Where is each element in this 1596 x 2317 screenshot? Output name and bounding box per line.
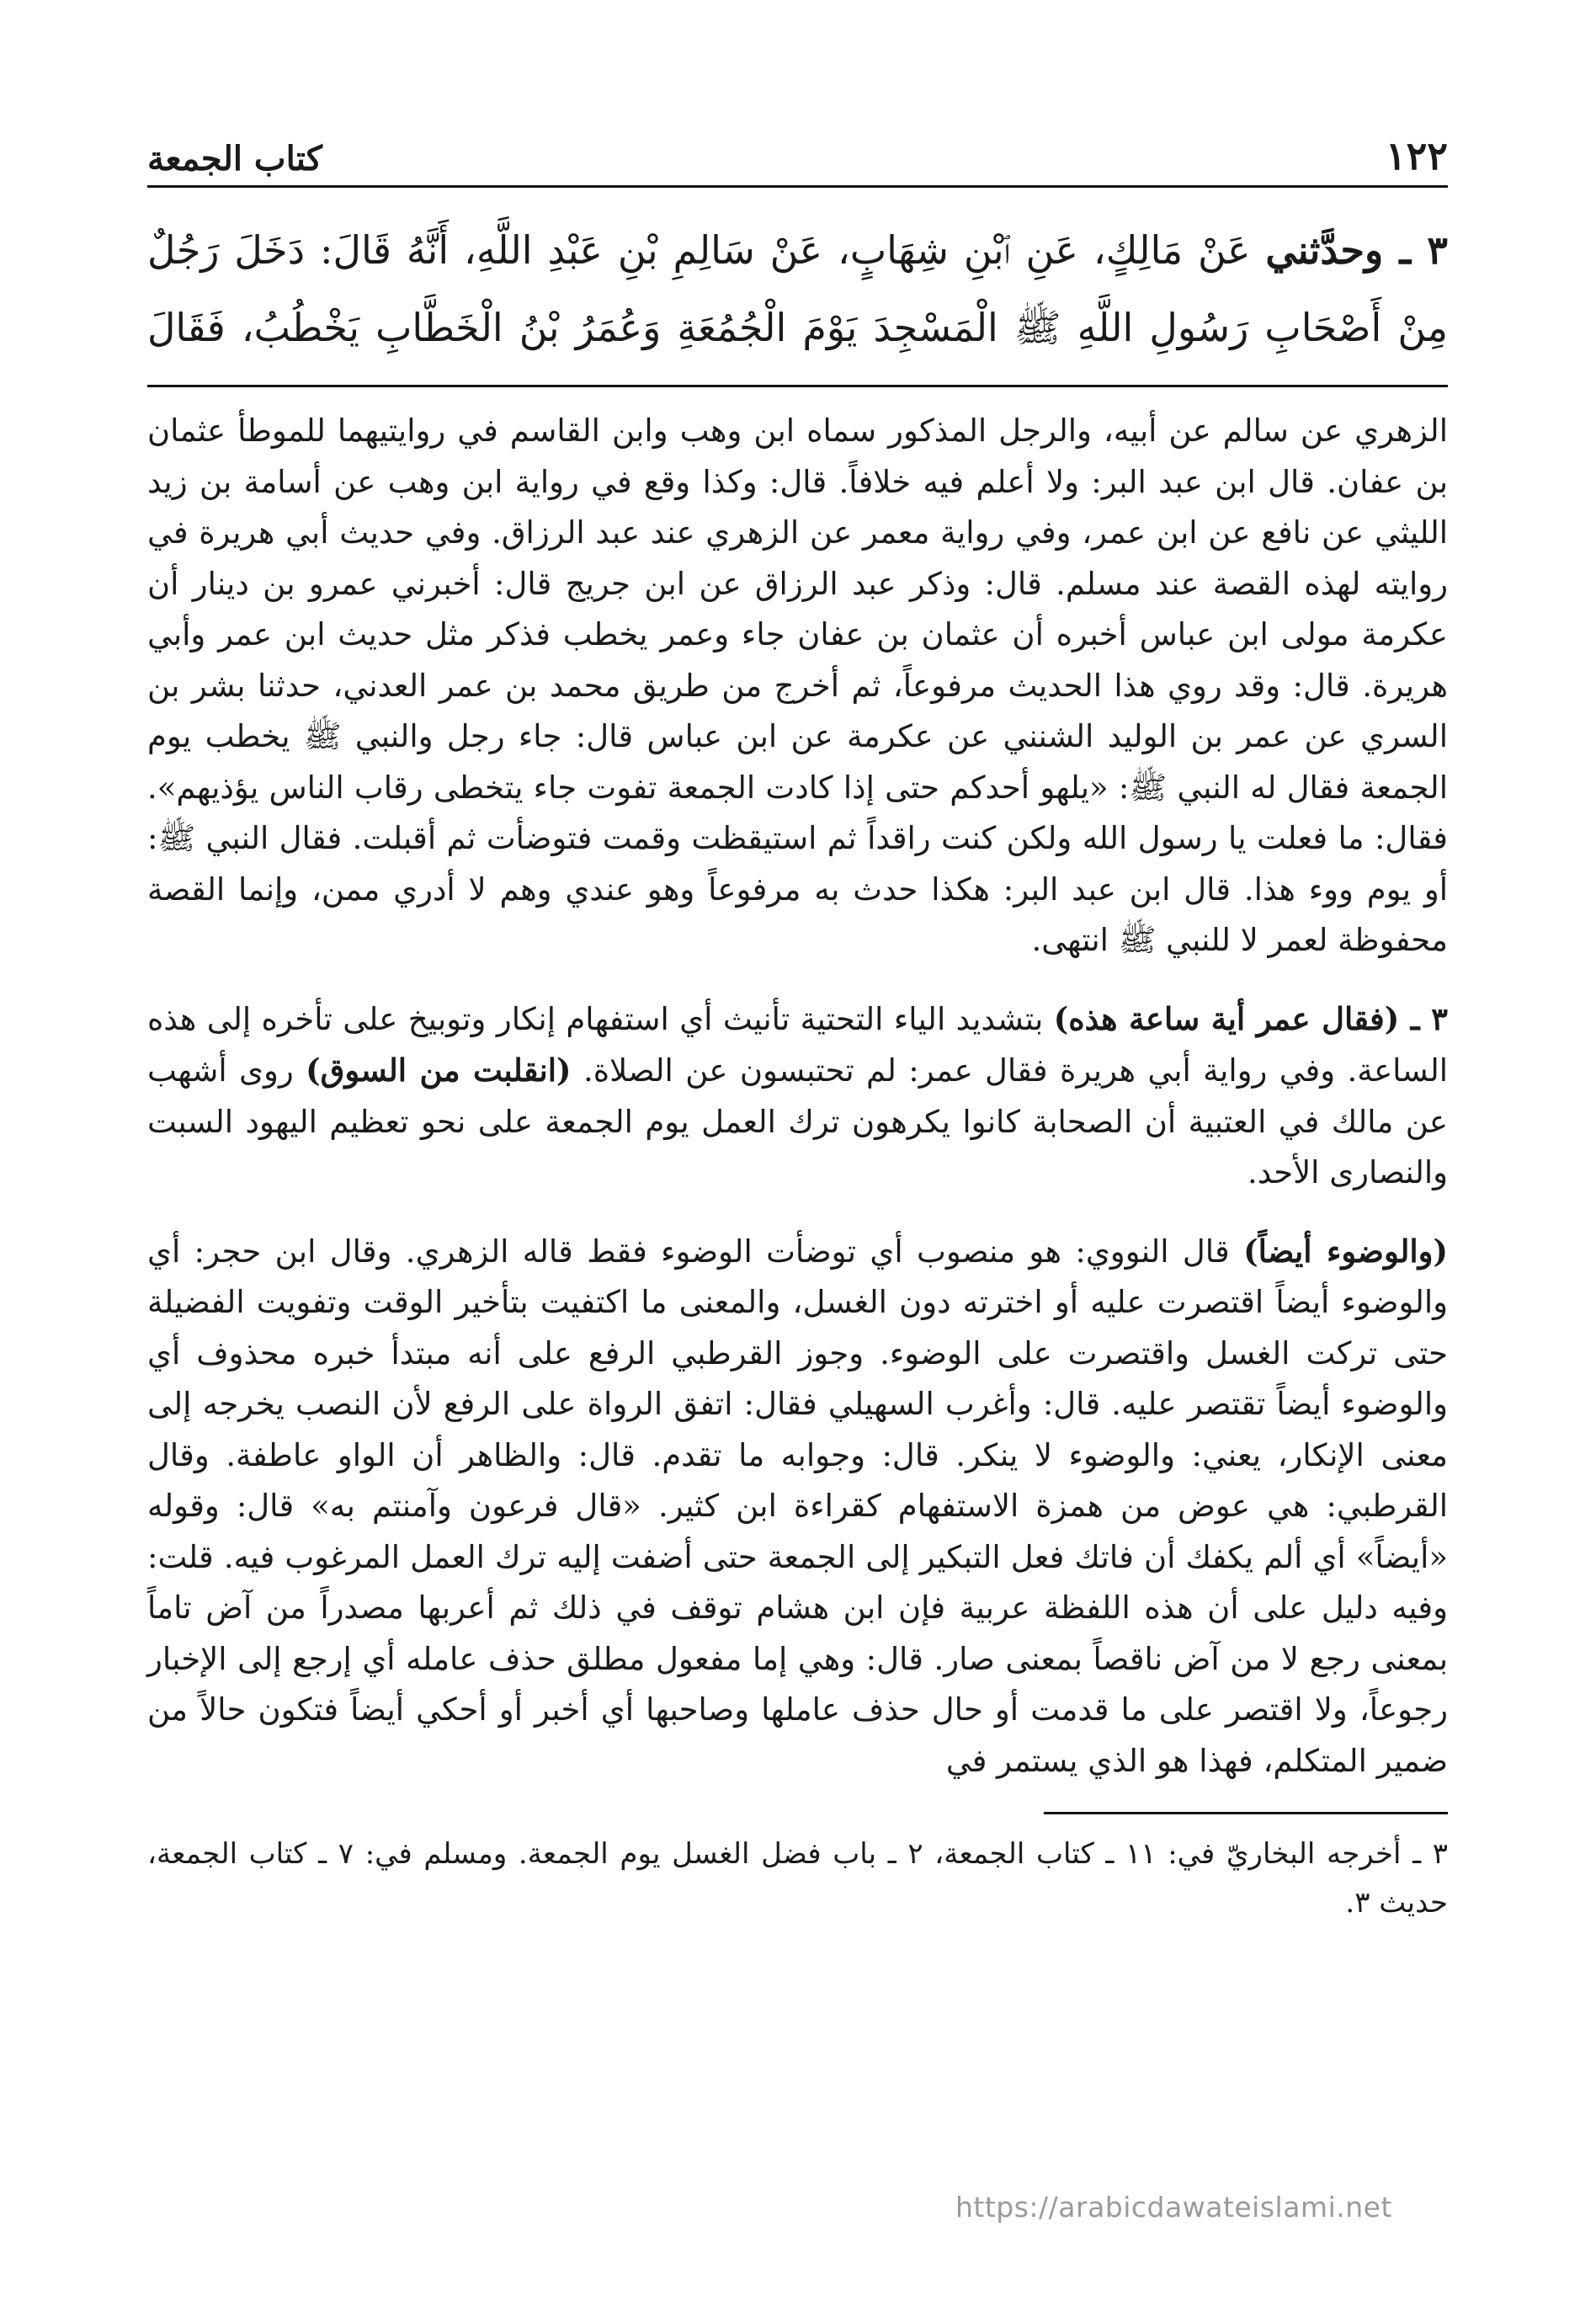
separator-rule: [147, 385, 1448, 387]
commentary: [147, 406, 1448, 1787]
hadith-lead: ٣ ـ وحدَّثني: [1265, 227, 1448, 273]
running-head: [147, 101, 1448, 188]
footnote: ٣ ـ أخرجه البخاريّ في: ١١ ـ كتاب الجمعة، ٢ ـ باب فضل الغسل يوم الجمعة. ومسلم في: ٧ ـ كتاب الجمعة، حديث ٣.: [147, 1837, 1448, 1920]
commentary-text: بتشديد الياء التحتية تأنيث أي استفهام إنكار وتوبيخ على تأخره إلى هذه الساعة. وفي رواية أبي هريرة فقال عمر: لم تحتبسون عن الصلاة.: [147, 1000, 1449, 1089]
footnote-rule: [1044, 1812, 1448, 1814]
commentary-paragraph-3: [147, 1226, 1448, 1787]
hadith-text: [147, 211, 1448, 366]
page-number: ١٢٢: [1385, 133, 1448, 178]
watermark-url: https://arabicdawateislami.net: [955, 2191, 1392, 2224]
commentary-text: قال النووي: هو منصوب أي توضأت الوضوء فقط قاله الزهري. وقال ابن حجر: أي والوضوء أيضاً اقتصرت عليه أو اخترته دون الغسل، والمعنى ما اكتفيت بتأخير الوقت وتفويت الفضيلة حتى تركت الغسل واقتصرت على الوضوء. وجوز القرطبي الرفع على أنه مبتدأ خبره محذوف أي والوضوء أيضاً تقتصر عليه. قال: وأغرب السهيلي فقال: اتفق الرواة على الرفع لأن النصب يخرجه إلى معنى الإنكار، يعني: والوضوء لا ينكر. قال: وجوابه ما تقدم. قال: والظاهر أن الواو عاطفة. وقال القرطبي: هي عوض من همزة الاستفهام كقراءة ابن كثير. «قال فرعون وآمنتم به» قال: وقوله «أيضاً» أي ألم يكفك أن فاتك فعل التبكير إلى الجمعة حتى أضفت إليه ترك العمل المرغوب فيه. قلت: وفيه دليل على أن هذه اللفظة عربية فإن ابن هشام توقف في ذلك ثم أعربها مصدراً من آض تاماً بمعنى رجع لا من آض ناقصاً بمعنى صار. قال: وهي إما مفعول مطلق حذف عامله أي إرجع إلى الإخبار رجوعاً، ولا اقتصر على ما قدمت أو حال حذف عاملها وصاحبها أي أخبر أو أحكي أيضاً فتكون حالاً من ضمير المتكلم، فهذا هو الذي يستمر في: [147, 1233, 1448, 1779]
book-page: [147, 101, 1448, 2256]
lemma-umar-question: ٣ ـ (فقال عمر أية ساعة هذه): [1053, 999, 1449, 1037]
lemma-left-market: (انقلبت من السوق): [306, 1052, 572, 1089]
hadith-body: عَنْ مَالِكٍ، عَنِ ٱبْنِ شِهَابٍ، عَنْ سَالِمِ بْنِ عَبْدِ اللَّهِ، أَنَّهُ قَالَ: دَخَلَ رَجُلٌ مِنْ أَصْحَابِ رَسُولِ اللَّهِ ﷺ الْمَسْجِدَ يَوْمَ الْجُمُعَةِ وَعُمَرُ بْنُ الْخَطَّابِ يَخْطُبُ، فَقَالَ: [147, 227, 1448, 350]
commentary-paragraph-2: [147, 993, 1448, 1199]
lemma-wudu: (والوضوء أيضاً): [1243, 1232, 1448, 1270]
book-title: كتاب الجمعة: [147, 139, 322, 178]
commentary-text: روى أشهب عن مالك في العتبية أن الصحابة كانوا يكرهون ترك العمل يوم الجمعة على نحو تعظيم اليهود السبت والنصارى الأحد.: [147, 1052, 1448, 1190]
commentary-paragraph-1: الزهري عن سالم عن أبيه، والرجل المذكور سماه ابن وهب وابن القاسم في روايتيهما للموطأ عثمان بن عفان. قال ابن عبد البر: ولا أعلم فيه خلافاً. قال: وكذا وقع في رواية ابن وهب عن أسامة بن زيد الليثي عن نافع عن ابن عمر، وفي رواية معمر عن الزهري عند عبد الرزاق. وفي حديث أبي هريرة في روايته لهذه القصة عند مسلم. قال: وذكر عبد الرزاق عن ابن جريج قال: أخبرني عمرو بن دينار أن عكرمة مولى ابن عباس أخبره أن عثمان بن عفان جاء وعمر يخطب فذكر مثل حديث ابن عمر وأبي هريرة. قال: وقد روي هذا الحديث مرفوعاً، ثم أخرج من طريق محمد بن عمر العدني، حدثنا بشر بن السري عن عمر بن الوليد الشنني عن عكرمة عن ابن عباس قال: جاء رجل والنبي ﷺ يخطب يوم الجمعة فقال له النبي ﷺ: «يلهو أحدكم حتى إذا كادت الجمعة تفوت جاء يتخطى رقاب الناس يؤذيهم». فقال: ما فعلت يا رسول الله ولكن كنت راقداً ثم استيقظت وقمت فتوضأت ثم أقبلت. فقال النبي ﷺ: أو يوم ووء هذا. قال ابن عبد البر: هكذا حدث به مرفوعاً وهو عندي وهم لا أدري ممن، وإنما القصة محفوظة لعمر لا للنبي ﷺ انتهى.: [147, 413, 1448, 958]
